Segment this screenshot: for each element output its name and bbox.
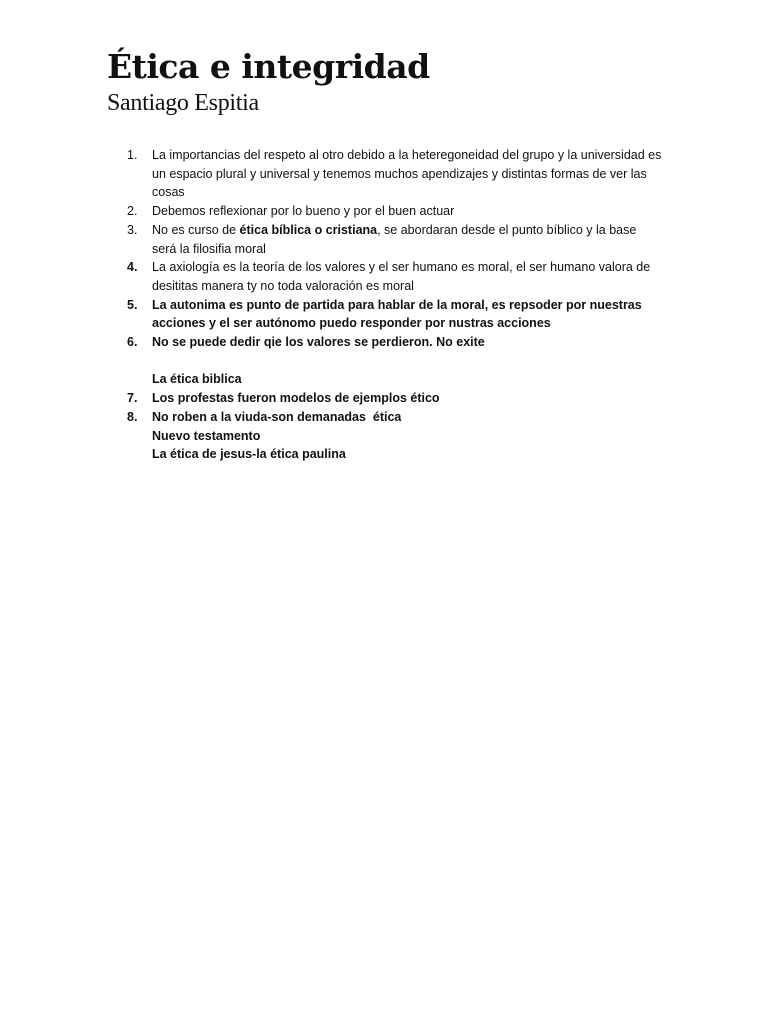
list-item-text: No se puede dedir qie los valores se perdieron. No exite bbox=[152, 335, 485, 350]
list-item-emphasis: ética bíblica o cristiana bbox=[239, 222, 378, 237]
notes-list bbox=[127, 146, 662, 464]
list-item bbox=[127, 258, 662, 295]
list-item-text: La autonima es punto de partida para hablar de la moral, es repsoder por nuestras acciones y el ser autónomo puedo responder por nustras acciones bbox=[152, 297, 642, 331]
list-item-number: 2. bbox=[127, 204, 138, 219]
list-item bbox=[127, 296, 662, 333]
list-item-text: Debemos reflexionar por lo bueno y por el buen actuar bbox=[152, 204, 455, 219]
list-item-number: 7. bbox=[127, 391, 138, 406]
list-item-number: 5. bbox=[127, 297, 138, 312]
list-item bbox=[127, 202, 662, 221]
list-item-text-part: No es curso de bbox=[152, 222, 240, 237]
note-line-text: Nuevo testamento bbox=[152, 428, 261, 443]
list-item-text-part: , se abordaran desde el punto bíblico y la base será la filosifia moral bbox=[152, 222, 637, 256]
subheading-text: La ética biblica bbox=[152, 372, 242, 387]
list-item bbox=[127, 221, 662, 258]
blank-line bbox=[127, 352, 662, 371]
list-item-number: 8. bbox=[127, 409, 138, 424]
list-item-text bbox=[152, 221, 662, 258]
list-item-text: La importancias del respeto al otro debido a la heteregoneidad del grupo y la universidad es un espacio plural y universal y tenemos muchos apendizajes y distintas formas de ver las cosas bbox=[152, 148, 662, 200]
list-item-number: 3. bbox=[127, 222, 138, 237]
document-author: Santiago Espitia bbox=[107, 90, 259, 116]
list-item bbox=[127, 146, 662, 202]
list-item bbox=[127, 408, 662, 427]
note-line-text: La ética de jesus-la ética paulina bbox=[152, 447, 346, 462]
list-item-text: La axiología es la teoría de los valores y el ser humano es moral, el ser humano valora de desititas manera ty no toda valoración es moral bbox=[152, 260, 651, 293]
list-item-text: No roben a la viuda-son demanadas ética bbox=[152, 409, 402, 424]
list-item bbox=[127, 333, 662, 352]
list-item-number: 1. bbox=[127, 148, 138, 162]
document-title: Ética e integridad bbox=[107, 47, 430, 86]
list-item-number: 6. bbox=[127, 335, 138, 350]
section-subheading bbox=[127, 370, 662, 389]
list-item-text: Los profestas fueron modelos de ejemplos ético bbox=[152, 391, 440, 406]
note-line bbox=[127, 427, 662, 446]
list-item bbox=[127, 389, 662, 408]
note-line bbox=[127, 445, 662, 464]
list-item-number: 4. bbox=[127, 260, 138, 275]
